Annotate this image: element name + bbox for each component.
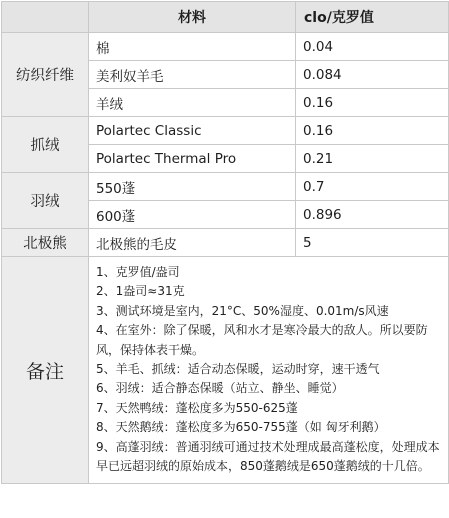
- note-item: 4、在室外：除了保暖，风和水才是寒冷最大的敌人。所以要防风，保持体表干燥。: [96, 323, 428, 357]
- clo-value-cell: 0.7: [296, 173, 449, 201]
- material-cell: Polartec Thermal Pro: [89, 145, 296, 173]
- material-cell: Polartec Classic: [89, 117, 296, 145]
- note-item: 5、羊毛、抓绒：适合动态保暖，运动时穿，速干透气: [96, 362, 380, 377]
- material-cell: 美利奴羊毛: [89, 61, 296, 89]
- material-cell: 棉: [89, 33, 296, 61]
- note-item: 8、天然鹅绒：蓬松度多为650-755蓬（如 匈牙利鹅）: [96, 420, 386, 435]
- table-row: [2, 117, 449, 145]
- header-group-cell: [2, 2, 89, 33]
- clo-value-cell: 0.21: [296, 145, 449, 173]
- material-cell: 羊绒: [89, 89, 296, 117]
- notes-row: [2, 257, 449, 484]
- table-row: [2, 33, 449, 61]
- notes-label: 备注: [2, 257, 89, 484]
- clo-table: [1, 1, 449, 484]
- notes-list: [89, 257, 449, 484]
- note-item: 2、1盎司≈31克: [96, 284, 185, 299]
- material-cell: 550蓬: [89, 173, 296, 201]
- material-cell: 600蓬: [89, 201, 296, 229]
- table-row: [2, 229, 449, 257]
- clo-value-cell: 0.04: [296, 33, 449, 61]
- clo-value-cell: 5: [296, 229, 449, 257]
- group-label-down: 羽绒: [2, 173, 89, 229]
- note-item: 1、克罗值/盎司: [96, 265, 180, 279]
- clo-value-cell: 0.084: [296, 61, 449, 89]
- note-item: 9、高蓬羽绒：普通羽绒可通过技术处理成最高蓬松度，处理成本早已远超羽绒的原始成本，850蓬鹅绒是650蓬鹅绒的十几倍。: [96, 439, 440, 474]
- material-cell: 北极熊的毛皮: [89, 229, 296, 257]
- header-clo: clo/克罗值: [296, 2, 449, 33]
- group-label-polar-bear: 北极熊: [2, 229, 89, 257]
- clo-value-cell: 0.16: [296, 89, 449, 117]
- table-row: [2, 173, 449, 201]
- clo-value-cell: 0.16: [296, 117, 449, 145]
- header-material: 材料: [89, 2, 296, 33]
- note-item: 6、羽绒：适合静态保暖（站立、静坐、睡觉）: [96, 381, 344, 396]
- note-item: 3、测试环境是室内，21°C、50%湿度、0.01m/s风速: [96, 303, 389, 318]
- note-item: 7、天然鸭绒：蓬松度多为550-625蓬: [96, 400, 298, 415]
- group-label-fleece: 抓绒: [2, 117, 89, 173]
- header-row: [2, 2, 449, 33]
- group-label-textile: 纺织纤维: [2, 33, 89, 117]
- clo-value-cell: 0.896: [296, 201, 449, 229]
